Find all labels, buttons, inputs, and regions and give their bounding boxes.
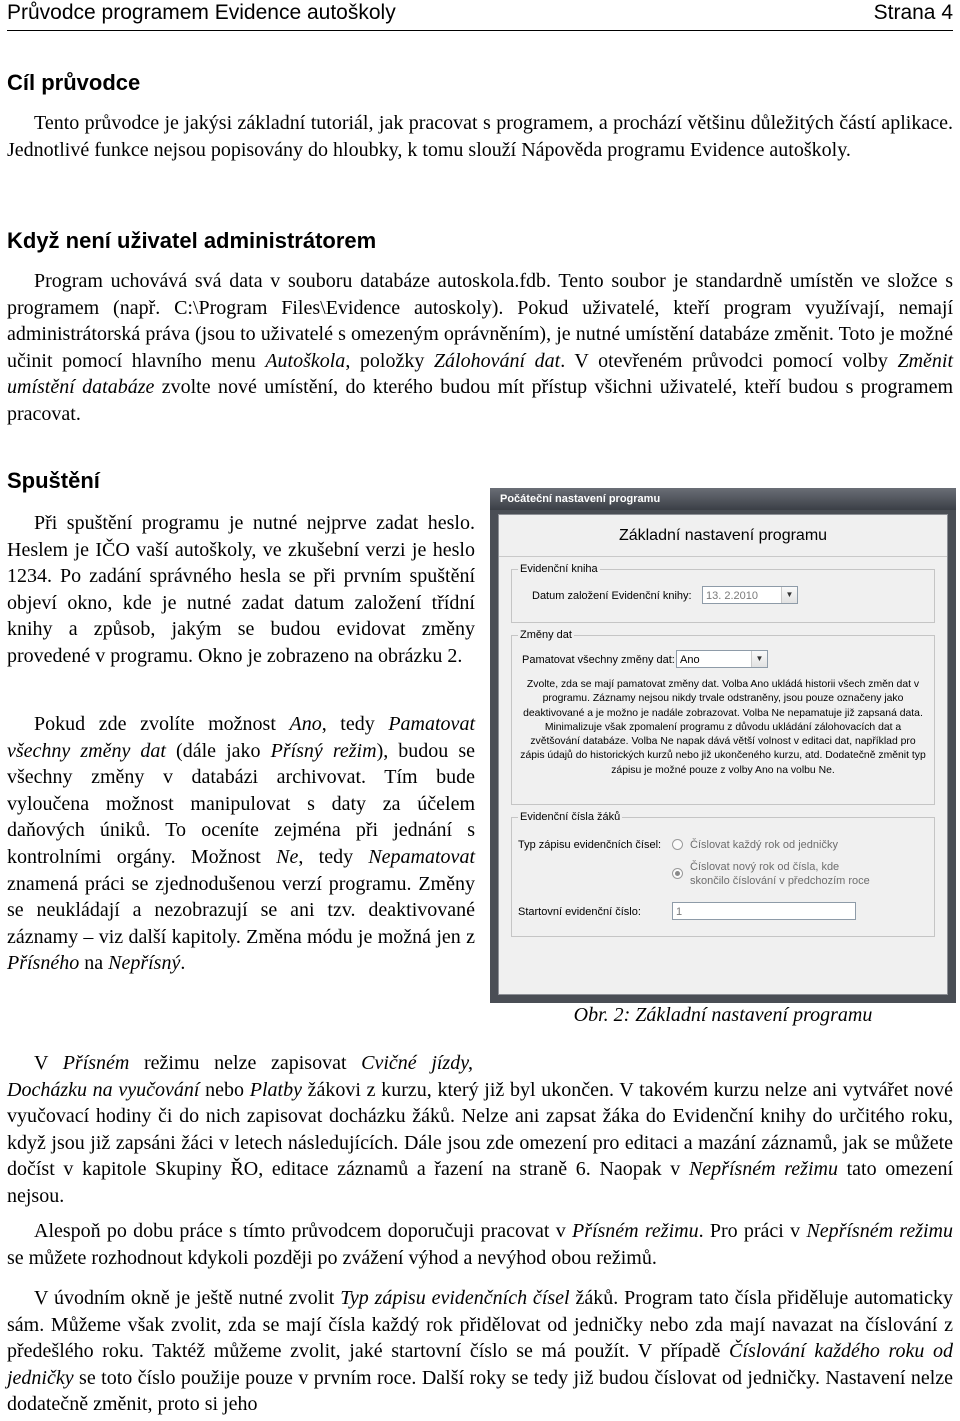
- radio-label: Číslovat každý rok od jedničky: [690, 839, 838, 851]
- start-number-input[interactable]: [672, 902, 856, 920]
- text-span: Program uchovává svá data v souboru databáze autoskola.fdb. Tento soubor je standardně umístěn ve složce s programem (např. C:\Program Files\Evidence autoskoly). Pokud uživatelé, kteří program využívají, nemají administrátorská práva (jsou to uživatelé s omezeným oprávněním), je nutné umístění databáze změnit. Toto je možné učinit pomocí hlavního menu: [7, 270, 953, 372]
- date-combo[interactable]: [702, 586, 798, 604]
- radio-each-year[interactable]: [672, 838, 902, 854]
- start-number-value: 1: [676, 906, 683, 918]
- heading-admin: Když není uživatel administrátorem: [7, 228, 377, 253]
- dialog-titlebar: Počáteční nastavení programu: [490, 488, 956, 510]
- text-span: .: [180, 952, 186, 975]
- italic-span: Zálohování dat: [433, 349, 561, 372]
- radio-circle-icon[interactable]: [672, 868, 683, 879]
- italic-span: Ne: [276, 845, 299, 868]
- page-number: Strana 4: [873, 1, 953, 24]
- italic-span: Nepřísném režimu: [688, 1158, 838, 1181]
- group-label: Evidenční čísla žáků: [520, 811, 621, 823]
- chevron-down-icon[interactable]: ▼: [751, 651, 767, 667]
- chevron-down-icon[interactable]: ▼: [781, 587, 797, 603]
- paragraph-spusteni-2: [7, 711, 475, 977]
- italic-span: Přísný režim: [270, 739, 377, 762]
- dialog-heading: Základní nastavení programu: [499, 527, 947, 545]
- text-span: ), budou se všechny změny v databázi archivovat. Tím bude vyloučena možnost manipulovat s daty za účelem daňových úniků. To oceníte zejména při jednání s kontrolními orgány. Možnost: [7, 739, 476, 868]
- dialog-body: [498, 514, 948, 995]
- document-title: Průvodce programem Evidence autoškoly: [7, 1, 396, 24]
- text-span: V: [34, 1052, 63, 1074]
- text-span: zvolte nové umístění, do kterého budou mít přístup všichni uživatelé, kteří budou s programem pracovat.: [7, 376, 953, 425]
- text-span: na: [79, 952, 109, 975]
- radio-continue[interactable]: [672, 860, 902, 890]
- italic-span: Autoškola: [265, 349, 346, 372]
- paragraph-spusteni-3: [7, 1050, 953, 1210]
- remember-changes-combo[interactable]: [676, 650, 768, 668]
- group-label: Evidenční kniha: [520, 563, 598, 575]
- group-label: Změny dat: [520, 629, 572, 641]
- text-span: žáků. Program tato čísla přiděluje automaticky sám. Můžeme však zvolit, zda se mají čísla každý rok přidělovat od jedničky nebo zda mají navazat na číslování z předešlého roku. Taktéž můžeme zvolit, jaké startovní číslo se má použít. V případě: [7, 1287, 953, 1363]
- text-span: . V otevřeném průvodci pomocí volby: [560, 349, 898, 372]
- italic-span: Přísném: [62, 1052, 130, 1074]
- italic-span: Cvičné jízdy, Docházku na vyučování: [7, 1052, 473, 1101]
- text-span: (dále jako: [165, 739, 271, 762]
- help-text: Zvolte, zda se mají pamatovat změny dat. Volba Ano ukládá historii všech změn dat v programu. Záznamy nejsou nikdy trvale odstraněny, jsou pouze označeny jako deaktivované a je možno je nadále zobrazovat. Volba Ne nepamatuje již zapsaná data. Minimalizuje však zpomalení programu z důvodu ukládání zálohovacích dat a zvětšování databáze. Volba Ne napak dává větší volnost v editaci dat, například pro zápis údajů do historických kurzů nebo již ukončeného kurzu, atd. Dodatečně změnit typ zápisu je možné pouze z volby Ano na volbu Ne.: [520, 679, 926, 776]
- paragraph-spusteni-4: [7, 1218, 953, 1271]
- text-span: znamená práci se zjednodušenou verzí programu. Změny se neukládají a nezobrazují se ani tzv. deaktivované záznamy – viz další kapitoly. Změna módu je možná jen z: [7, 872, 475, 948]
- text-span: se toto číslo použije pouze v prvním roce. Další roky se tedy již budou číslovat od jedničky. Nastavení nelze dodatečně změnit, proto si jeho: [7, 1366, 953, 1416]
- figure-float-spacer: [473, 1050, 953, 1074]
- remember-changes-label: Pamatovat všechny změny dat:: [522, 654, 675, 666]
- heading-spusteni: Spuštění: [7, 468, 100, 493]
- text-span: Pokud zde zvolíte možnost: [34, 713, 290, 735]
- page-header: [7, 0, 953, 31]
- group-zmeny-dat: [511, 629, 935, 805]
- paragraph-admin: [7, 268, 953, 428]
- settings-dialog-figure: [490, 488, 956, 1003]
- italic-span: Typ zápisu evidenčních čísel: [340, 1287, 570, 1309]
- text-span: se můžete rozhodnout kdykoli později po zvážení výhod a nevýhod obou režimů.: [7, 1246, 657, 1269]
- text-span: , položky: [345, 349, 434, 372]
- italic-span: Číslování každého roku od jedničky: [7, 1340, 954, 1389]
- italic-span: Nepřísném režimu: [806, 1220, 953, 1242]
- group-evidencni-cisla: [511, 811, 935, 937]
- figure-caption: Obr. 2: Základní nastavení programu: [573, 1004, 873, 1026]
- italic-span: Pamatovat všechny změny dat: [7, 713, 475, 762]
- text-span: . Pro práci v: [698, 1220, 807, 1242]
- italic-span: Nepamatovat: [368, 845, 475, 868]
- paragraph-spusteni-5: [7, 1285, 953, 1418]
- text-span: tato omezení nejsou.: [7, 1158, 953, 1207]
- text-span: , tedy: [321, 713, 389, 735]
- group-evidencni-kniha: [511, 563, 935, 623]
- italic-span: Přísném režimu: [571, 1220, 699, 1242]
- start-number-label: Startovní evidenční číslo:: [518, 906, 641, 918]
- text-span: nebo: [199, 1078, 250, 1101]
- text-span: žákovi z kurzu, který již byl ukončen. V takovém kurzu nelze ani vytvářet nové vyučovací hodiny či do nich zapisovat docházku žáků. Nelze ani zapsat žáka do Evidenční knihy do určitého roku, když jsou již zapsáni žáci v letech následujících. Dále jsou zde omezení pro editaci a mazání záznamů, jak se můžete dočíst v kapitole Skupiny ŘO, editace záznamů a řazení na straně 6. Naopak v: [7, 1078, 953, 1181]
- text-span: režimu nelze zapisovat: [129, 1052, 362, 1074]
- paragraph-spusteni-1: Při spuštění programu je nutné nejprve zadat heslo. Heslem je IČO vaší autoškoly, ve zkušební verzi je heslo 1234. Po zadání správného hesla se při prvním spuštění objeví okno, kde je nutné zadat datum založení třídní knihy a způsob, jakým se budou evidovat změny provedené v programu. Okno je zobrazeno na obrázku 2.: [7, 512, 475, 667]
- date-value: 13. 2.2010: [706, 590, 758, 602]
- text-span: Alespoň po dobu práce s tímto průvodcem doporučuji pracovat v: [34, 1220, 572, 1242]
- paragraph-cil: Tento průvodce je jakýsi základní tutoriál, jak pracovat s programem, a prochází většinu důležitých částí aplikace. Jednotlivé funkce nejsou popisovány do hloubky, k tomu slouží Nápověda programu Evidence autoškoly.: [7, 112, 953, 161]
- text-span: , tedy: [298, 845, 369, 868]
- italic-span: Platby: [249, 1078, 302, 1101]
- date-label: Datum založení Evidenční knihy:: [532, 590, 692, 602]
- number-type-label: Typ zápisu evidenčních čísel:: [518, 839, 662, 851]
- heading-cil: Cíl průvodce: [7, 70, 141, 95]
- text-span: V úvodním okně je ještě nutné zvolit: [34, 1287, 341, 1309]
- remember-changes-value: Ano: [680, 654, 700, 666]
- italic-span: Ano: [289, 713, 322, 735]
- italic-span: Změnit umístění databáze: [7, 349, 954, 399]
- italic-span: Nepřísný: [108, 952, 181, 975]
- italic-span: Přísného: [7, 952, 80, 975]
- radio-label: Číslovat nový rok od čísla, kde skončilo číslování v předchozím roce: [690, 861, 870, 887]
- radio-circle-icon[interactable]: [672, 839, 683, 850]
